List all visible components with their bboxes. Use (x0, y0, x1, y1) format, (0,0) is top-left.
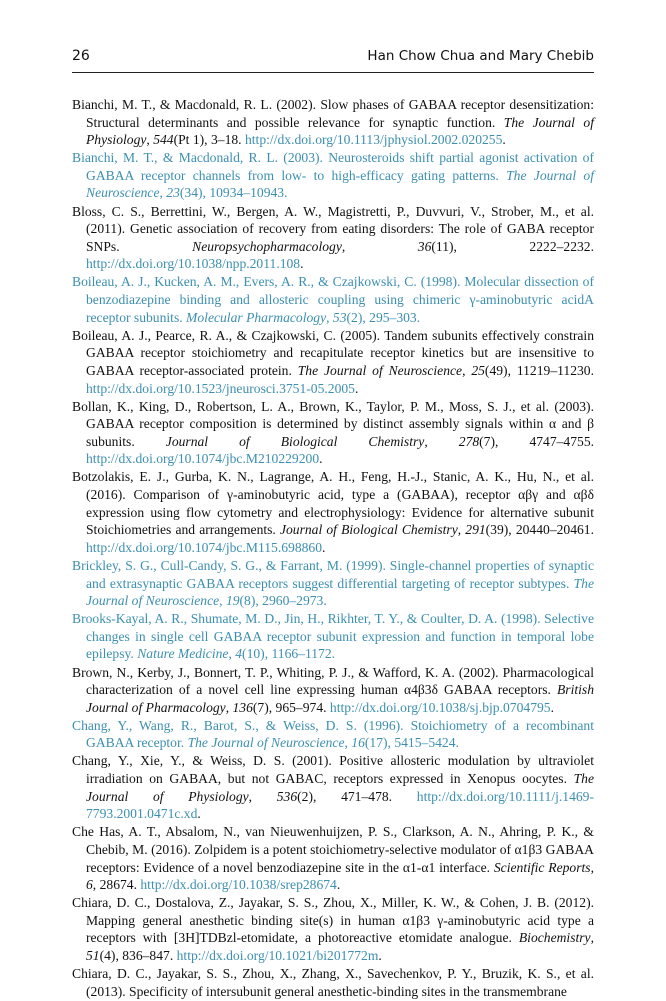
reference-pages: (10), 1166–1172. (242, 646, 336, 662)
reference-entry (72, 823, 594, 893)
reference-journal: Journal of Biological Chemistry (279, 522, 458, 538)
reference-pages: (2), 471–478. (297, 788, 417, 804)
reference-entry (72, 203, 594, 273)
reference-end: . (322, 539, 326, 555)
reference-text: Brooks-Kayal, A. R., Shumate, M. D., Jin, H., Rikhter, T. Y., & Coulter, D. A. (1998). Selective changes in single cell GABAA receptor subunit expression and function in temporal lobe epilepsy. (72, 611, 594, 662)
reference-pages: (34), 10934–10943. (179, 185, 288, 201)
reference-entry[interactable] (72, 610, 594, 663)
reference-entry (72, 96, 594, 149)
reference-end: . (502, 132, 506, 148)
reference-journal: The Journal of Neuroscience (297, 362, 463, 378)
reference-journal: Nature Medicine (137, 646, 229, 662)
reference-volume: 51 (86, 948, 100, 963)
reference-text: Chiara, D. C., Dostalova, Z., Jayakar, S. S., Zhou, X., Miller, K. W., & Cohen, J. B. (2012). Mapping general anesthetic binding site(s) in human α1β3 γ-aminobutyric acid type a receptors with [3H]TDBzl-etomidate, a photoreactive etomidate analogue. (72, 895, 594, 946)
reference-separator: , (219, 593, 226, 609)
reference-volume: 25 (471, 362, 485, 378)
reference-volume: 4 (235, 646, 243, 662)
reference-pages: (7), 965–974. (252, 699, 330, 715)
reference-entry[interactable] (72, 557, 594, 610)
reference-separator: , (590, 859, 594, 875)
reference-separator: , (424, 433, 459, 449)
reference-entry (72, 965, 594, 1000)
reference-pages: , 28674. (92, 877, 141, 893)
reference-text: Che Has, A. T., Absalom, N., van Nieuwenhuijzen, P. S., Clarkson, A. N., Ahring, P. K., & Chebib, M. (2016). Zolpidem is a potent stoichiometry-selective modulator of α1β3 GABAA receptors: Evidence of a novel benzodiazepine site in the α1-α1 interface. (72, 824, 594, 875)
reference-text: Bollan, K., King, D., Robertson, L. A., Brown, K., Taylor, P. M., Moss, S. J., et al. (2003). GABAA receptor composition is determined by distinct assembly signals within α and β subunits. (72, 398, 594, 449)
reference-separator: , (159, 185, 167, 201)
reference-separator: , (326, 309, 333, 325)
reference-doi-link[interactable]: http://dx.doi.org/10.1111/j.1469-7793.2001.0471c.xd (86, 788, 594, 822)
reference-volume: 536 (276, 788, 298, 804)
reference-text: Bloss, C. S., Berrettini, W., Bergen, A. W., Magistretti, P., Duvvuri, V., Strober, M., et al. (2011). Genetic association of recovery from eating disorders: The role of GABA receptor SNPs. (72, 203, 594, 254)
reference-journal: The Journal of Neuroscience (187, 735, 345, 751)
reference-volume: 53 (332, 309, 347, 325)
reference-doi-link[interactable]: http://dx.doi.org/10.1113/jphysiol.2002.020255 (244, 132, 503, 148)
reference-text: Bianchi, M. T., & Macdonald, R. L. (2003). Neurosteroids shift partial agonist activation of GABAA receptor channels from low- to high-efficacy gating patterns. (72, 150, 594, 183)
reference-journal: Neuropsychopharmacology (192, 238, 342, 254)
reference-entry[interactable] (72, 273, 594, 326)
reference-entry (72, 327, 594, 397)
reference-volume: 278 (458, 433, 480, 449)
reference-separator: , (225, 699, 233, 715)
reference-separator: , (248, 788, 277, 804)
reference-pages: (39), 20440–20461. (485, 522, 594, 538)
reference-entry (72, 664, 594, 717)
reference-entry (72, 468, 594, 556)
reference-pages: (11), 2222–2232. (431, 238, 594, 254)
reference-doi-link[interactable]: http://dx.doi.org/10.1021/bi201772m (176, 948, 379, 963)
running-title: Han Chow Chua and Mary Chebib (367, 48, 594, 64)
reference-volume: 544 (153, 132, 174, 148)
reference-volume: 16 (351, 735, 365, 751)
reference-separator: , (344, 735, 352, 751)
reference-journal: The Journal of Physiology (86, 771, 594, 804)
reference-journal: Scientific Reports (493, 859, 591, 875)
reference-volume: 136 (232, 699, 253, 715)
reference-end: . (319, 451, 323, 467)
reference-entry[interactable] (72, 717, 594, 752)
header-rule (72, 72, 594, 73)
reference-volume: 6 (86, 877, 93, 893)
reference-pages: (7), 4747–4755. (479, 433, 595, 449)
running-header (72, 48, 594, 70)
reference-text: Brown, N., Kerby, J., Bonnert, T. P., Whiting, P. J., & Wafford, K. A. (2002). Pharmacological characterization of a novel cell line expressing human α4β3δ GABAA receptors. (72, 664, 594, 698)
reference-volume: 36 (417, 238, 432, 254)
reference-volume: 23 (166, 185, 180, 201)
reference-end: . (300, 256, 304, 272)
reference-entry (72, 398, 594, 468)
reference-end: . (378, 948, 382, 963)
reference-pages: (17), 5415–5424. (364, 735, 459, 751)
reference-list (72, 96, 594, 1001)
reference-separator: , (146, 132, 154, 148)
reference-pages: (49), 11219–11230. (484, 362, 594, 378)
reference-pages: (8), 2960–2973. (239, 593, 327, 609)
reference-entry (72, 894, 594, 964)
reference-text: Bianchi, M. T., & Macdonald, R. L. (2002). Slow phases of GABAA receptor desensitization: Structural determinants and possible relevance for synaptic function. (72, 97, 594, 130)
reference-end: . (550, 699, 554, 715)
reference-volume: 19 (225, 593, 240, 609)
reference-entry (72, 752, 594, 822)
reference-entry[interactable] (72, 149, 594, 202)
reference-separator: , (462, 362, 472, 378)
reference-text: Chang, Y., Wang, R., Barot, S., & Weiss, D. S. (1996). Stoichiometry of a recombinant GABAA receptor. (72, 717, 594, 751)
reference-doi-link[interactable]: http://dx.doi.org/10.1074/jbc.M115.698860 (86, 539, 323, 555)
reference-doi-link[interactable]: http://dx.doi.org/10.1038/npp.2011.108 (86, 256, 301, 272)
reference-journal: Journal of Biological Chemistry (165, 433, 425, 449)
reference-text: Brickley, S. G., Cull-Candy, S. G., & Farrant, M. (1999). Single-channel properties of synaptic and extrasynaptic GABAA receptors suggest differential targeting of receptor subtypes. (72, 557, 594, 591)
reference-journal: Molecular Pharmacology (186, 309, 327, 325)
reference-journal: The Journal of Physiology (86, 114, 594, 148)
reference-end: . (354, 380, 359, 396)
reference-journal: Biochemistry (518, 930, 591, 946)
reference-doi-link[interactable]: http://dx.doi.org/10.1038/sj.bjp.0704795 (329, 699, 551, 715)
reference-doi-link[interactable]: http://dx.doi.org/10.1038/srep28674 (140, 877, 337, 893)
reference-doi-link[interactable]: http://dx.doi.org/10.1074/jbc.M210229200 (86, 451, 320, 467)
reference-pages: (4), 836–847. (99, 948, 177, 963)
reference-separator: , (228, 646, 236, 662)
reference-text: Chang, Y., Xie, Y., & Weiss, D. S. (2001). Positive allosteric modulation by ultraviolet irradiation on GABAA, but not GABAC, receptors expressed in Xenopus oocytes. (72, 753, 594, 787)
reference-end: . (197, 806, 201, 822)
page-number: 26 (72, 48, 90, 64)
reference-end: . (336, 877, 341, 893)
reference-volume: 291 (465, 522, 486, 538)
reference-pages: (2), 295–303. (346, 309, 421, 325)
reference-journal: The Journal of Neuroscience (86, 575, 594, 609)
reference-pages: (Pt 1), 3–18. (173, 132, 245, 148)
reference-text: Boileau, A. J., Kucken, A. M., Evers, A. R., & Czajkowski, C. (1998). Molecular dissection of benzodiazepine binding and allosteric coupling using chimeric γ-aminobutyric acidA receptor subunits. (72, 274, 594, 325)
reference-separator: , (590, 930, 594, 946)
reference-separator: , (457, 522, 466, 538)
reference-journal: The Journal of Neuroscience (86, 167, 594, 201)
reference-separator: , (341, 238, 418, 254)
reference-doi-link[interactable]: http://dx.doi.org/10.1523/jneurosci.3751-05.2005 (86, 380, 355, 396)
reference-text: Boileau, A. J., Pearce, R. A., & Czajkowski, C. (2005). Tandem subunits effectively constrain GABAA receptor stoichiometry and recapitulate receptor kinetics but are insensitive to GABAA receptor-associated protein. (72, 327, 594, 378)
reference-journal: British Journal of Pharmacology (86, 682, 594, 715)
reference-text: Botzolakis, E. J., Gurba, K. N., Lagrange, A. H., Feng, H.-J., Stanic, A. K., Hu, N., et al. (2016). Comparison of γ-aminobutyric acid, type a (GABAA), receptor αβγ and αβδ expression using flow cytometry and electrophysiology: Evidence for alternative subunit Stoichiometries and arrangements. (72, 469, 594, 538)
reference-text: Chiara, D. C., Jayakar, S. S., Zhou, X., Zhang, X., Savechenkov, P. Y., Bruzik, K. S., et al. (2013). Specificity of intersubunit general anesthetic-binding sites in the transmembrane (72, 966, 594, 999)
